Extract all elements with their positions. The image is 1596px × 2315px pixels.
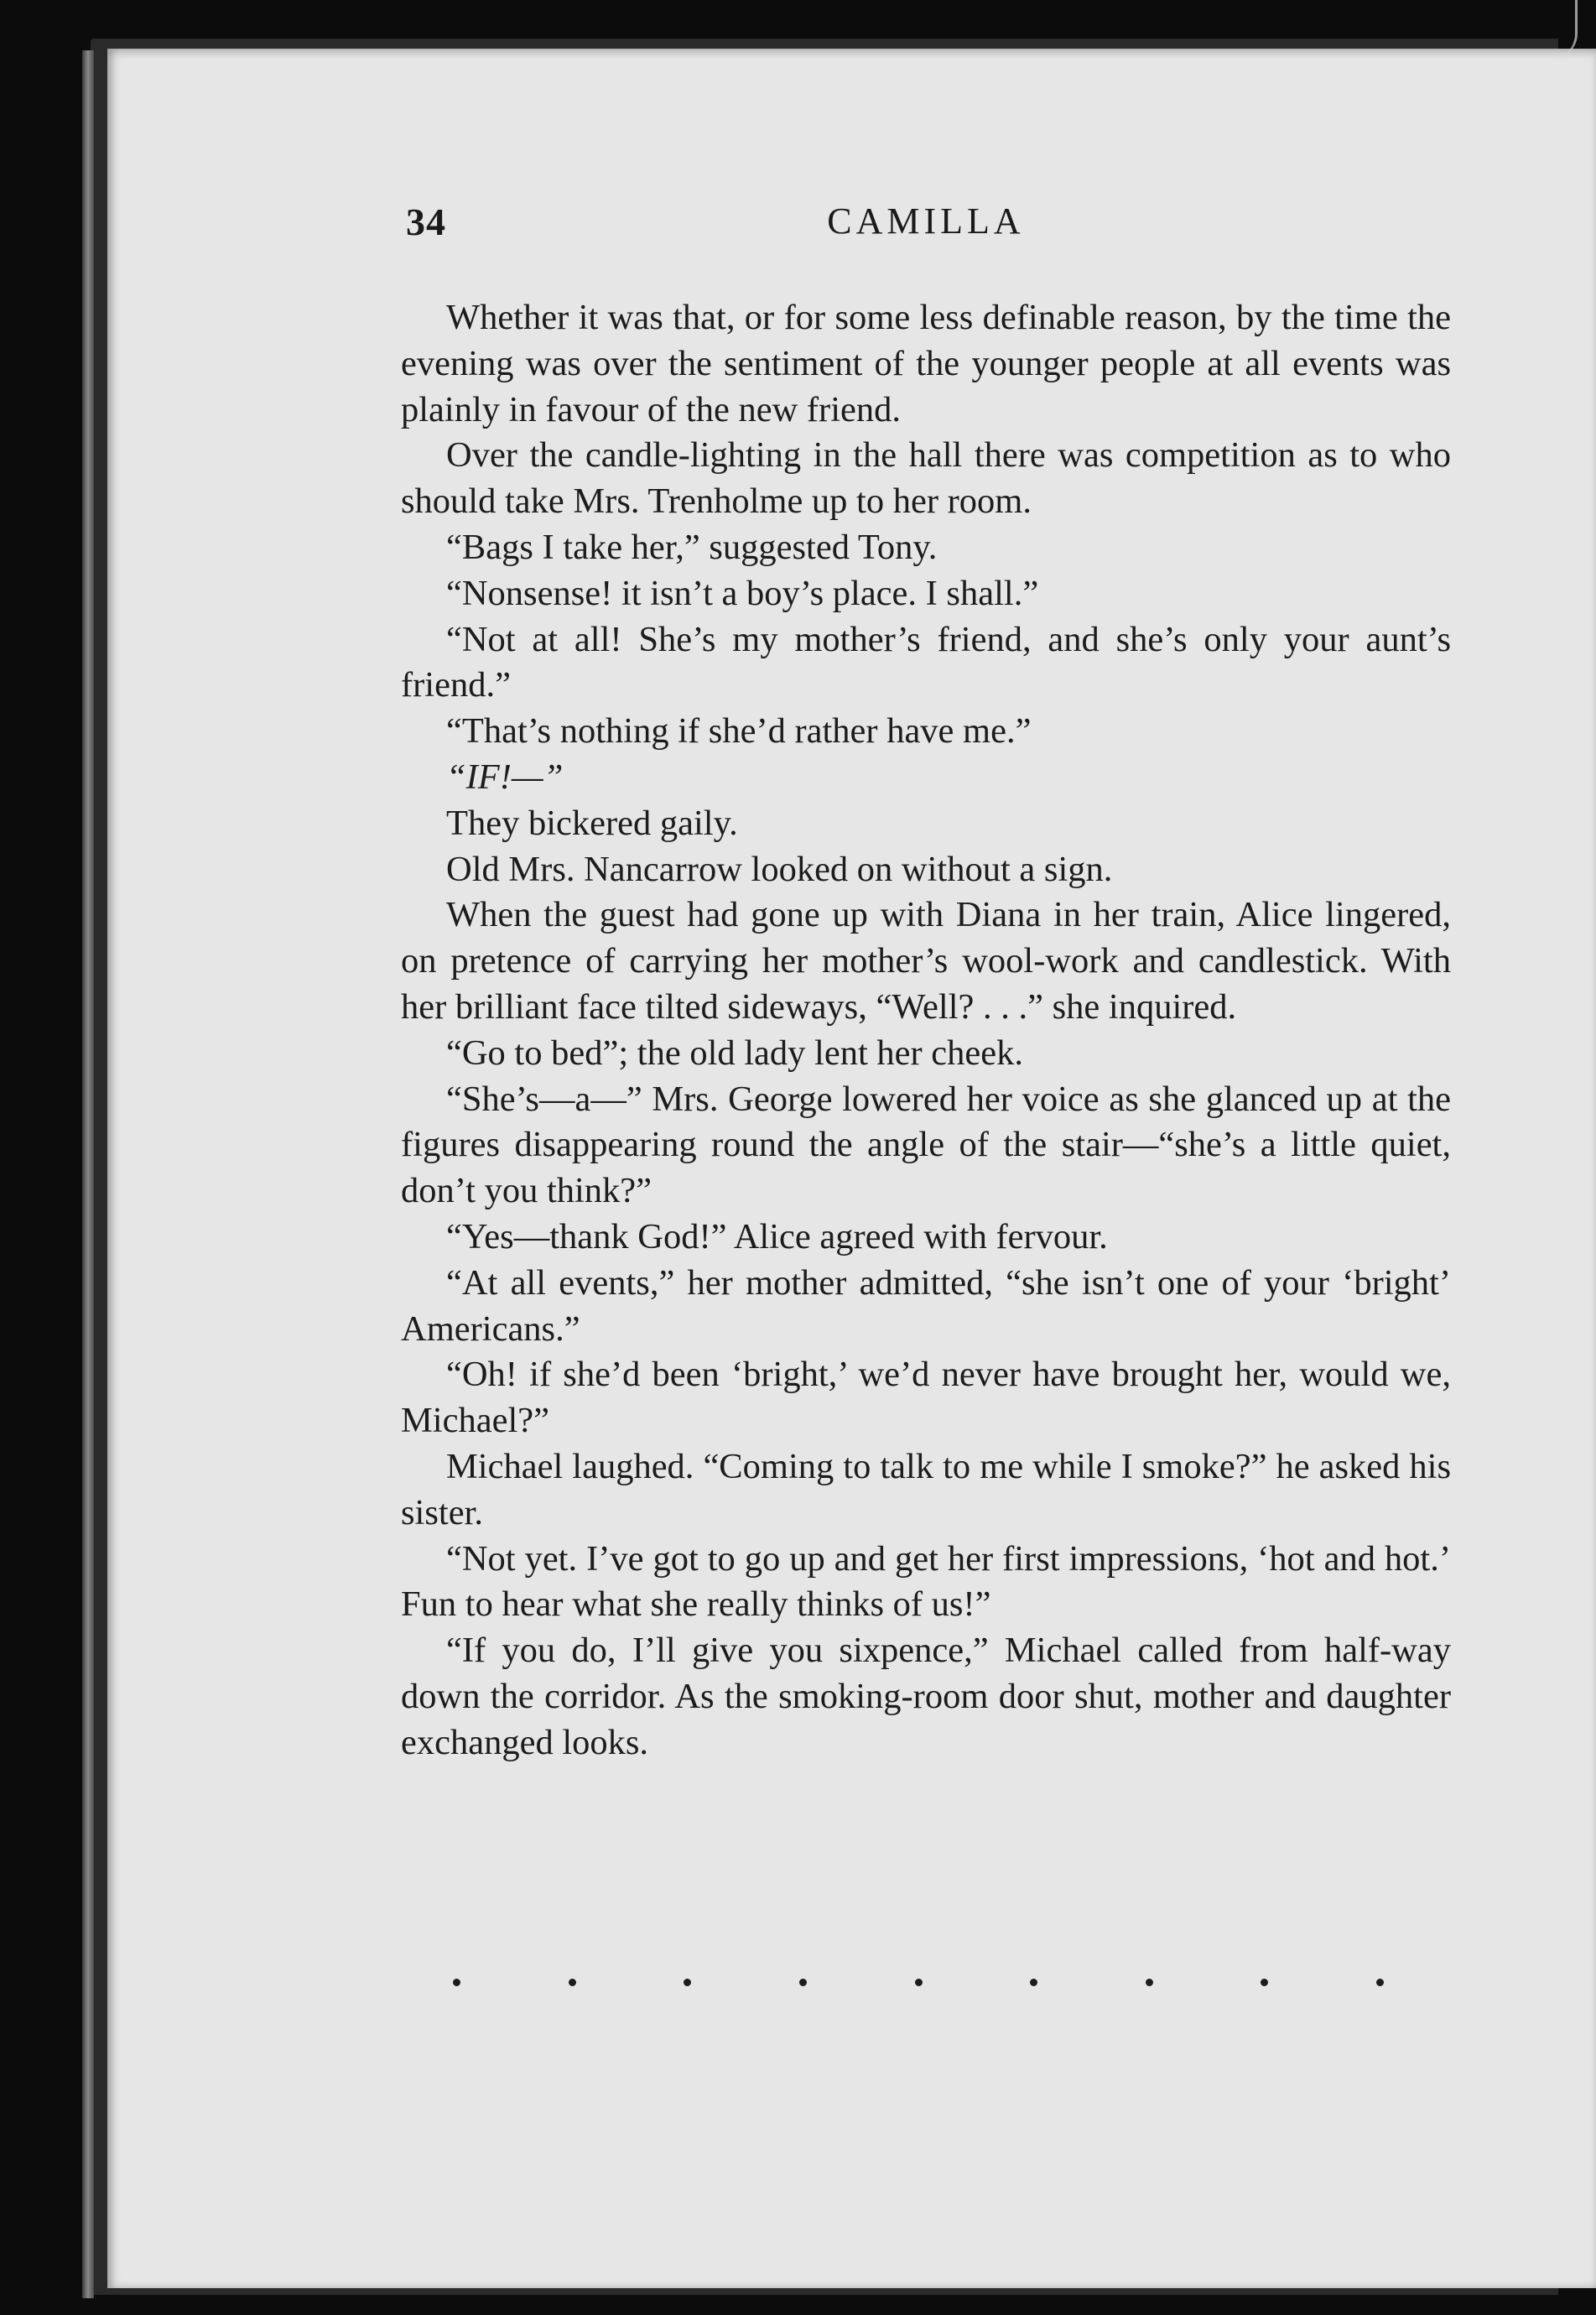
paragraph: Over the candle-lighting in the hall there was competition as to who should take Mrs. Trenholme up to her room.: [401, 435, 1451, 522]
paragraph: “That’s nothing if she’d rather have me.”: [446, 711, 1032, 752]
separator-dot: [1146, 1979, 1153, 1986]
paragraph: “Oh! if she’d been ‘bright,’ we’d never have brought her, would we, Michael?”: [401, 1355, 1451, 1441]
separator-dot: [1030, 1979, 1037, 1986]
section-separator: [453, 1969, 1384, 1995]
book-cover-edge: [82, 50, 94, 2298]
paragraph: When the guest had gone up with Diana in her train, Alice lingered, on pretence of carrying her mother’s wool-work and candlestick. With her brilliant face tilted sideways, “Well? . . .” she inquired.: [401, 895, 1451, 1027]
paragraph: They bickered gaily.: [446, 803, 738, 843]
paragraph: Whether it was that, or for some less definable reason, by the time the evening was over the sentiment of the younger people at all events was plainly in favour of the new friend.: [401, 298, 1451, 429]
separator-dot: [453, 1979, 460, 1986]
separator-dot: [1376, 1979, 1384, 1986]
separator-dot: [569, 1979, 576, 1986]
paragraph: “If you do, I’ll give you sixpence,” Michael called from half-way down the corridor. As the smoking-room door shut, mother and daughter exchanged looks.: [401, 1631, 1451, 1762]
paragraph: “Yes—thank God!” Alice agreed with fervour.: [446, 1216, 1108, 1256]
paragraph: “She’s—a—” Mrs. George lowered her voice as she glanced up at the figures disappearing round the angle of the stair—“she’s a little quiet, don’t you think?”: [401, 1079, 1451, 1211]
separator-dot: [915, 1979, 923, 1986]
separator-dot: [684, 1979, 691, 1986]
body-text: [401, 295, 1451, 1766]
running-title: CAMILLA: [827, 200, 1025, 242]
italic-text: “IF!—”: [446, 757, 564, 797]
paragraph: “At all events,” her mother admitted, “she isn’t one of your ‘bright’ Americans.”: [401, 1262, 1451, 1349]
page-number: 34: [406, 200, 446, 243]
paragraph: “Nonsense! it isn’t a boy’s place. I shall.”: [446, 573, 1039, 613]
paragraph: Old Mrs. Nancarrow looked on without a sign.: [446, 849, 1113, 889]
page-header: [406, 200, 1446, 250]
separator-dot: [799, 1979, 807, 1986]
paragraph: “Not yet. I’ve got to go up and get her first impressions, ‘hot and hot.’ Fun to hear what she really thinks of us!”: [401, 1538, 1451, 1625]
separator-dot: [1261, 1979, 1268, 1986]
paragraph: Michael laughed. “Coming to talk to me while I smoke?” he asked his sister.: [401, 1446, 1451, 1532]
paragraph-exclamation: [401, 755, 1451, 801]
paragraph: “Not at all! She’s my mother’s friend, and she’s only your aunt’s friend.”: [401, 619, 1451, 705]
paragraph: “Go to bed”; the old lady lent her cheek.: [446, 1033, 1024, 1073]
paragraph: “Bags I take her,” suggested Tony.: [446, 527, 938, 567]
